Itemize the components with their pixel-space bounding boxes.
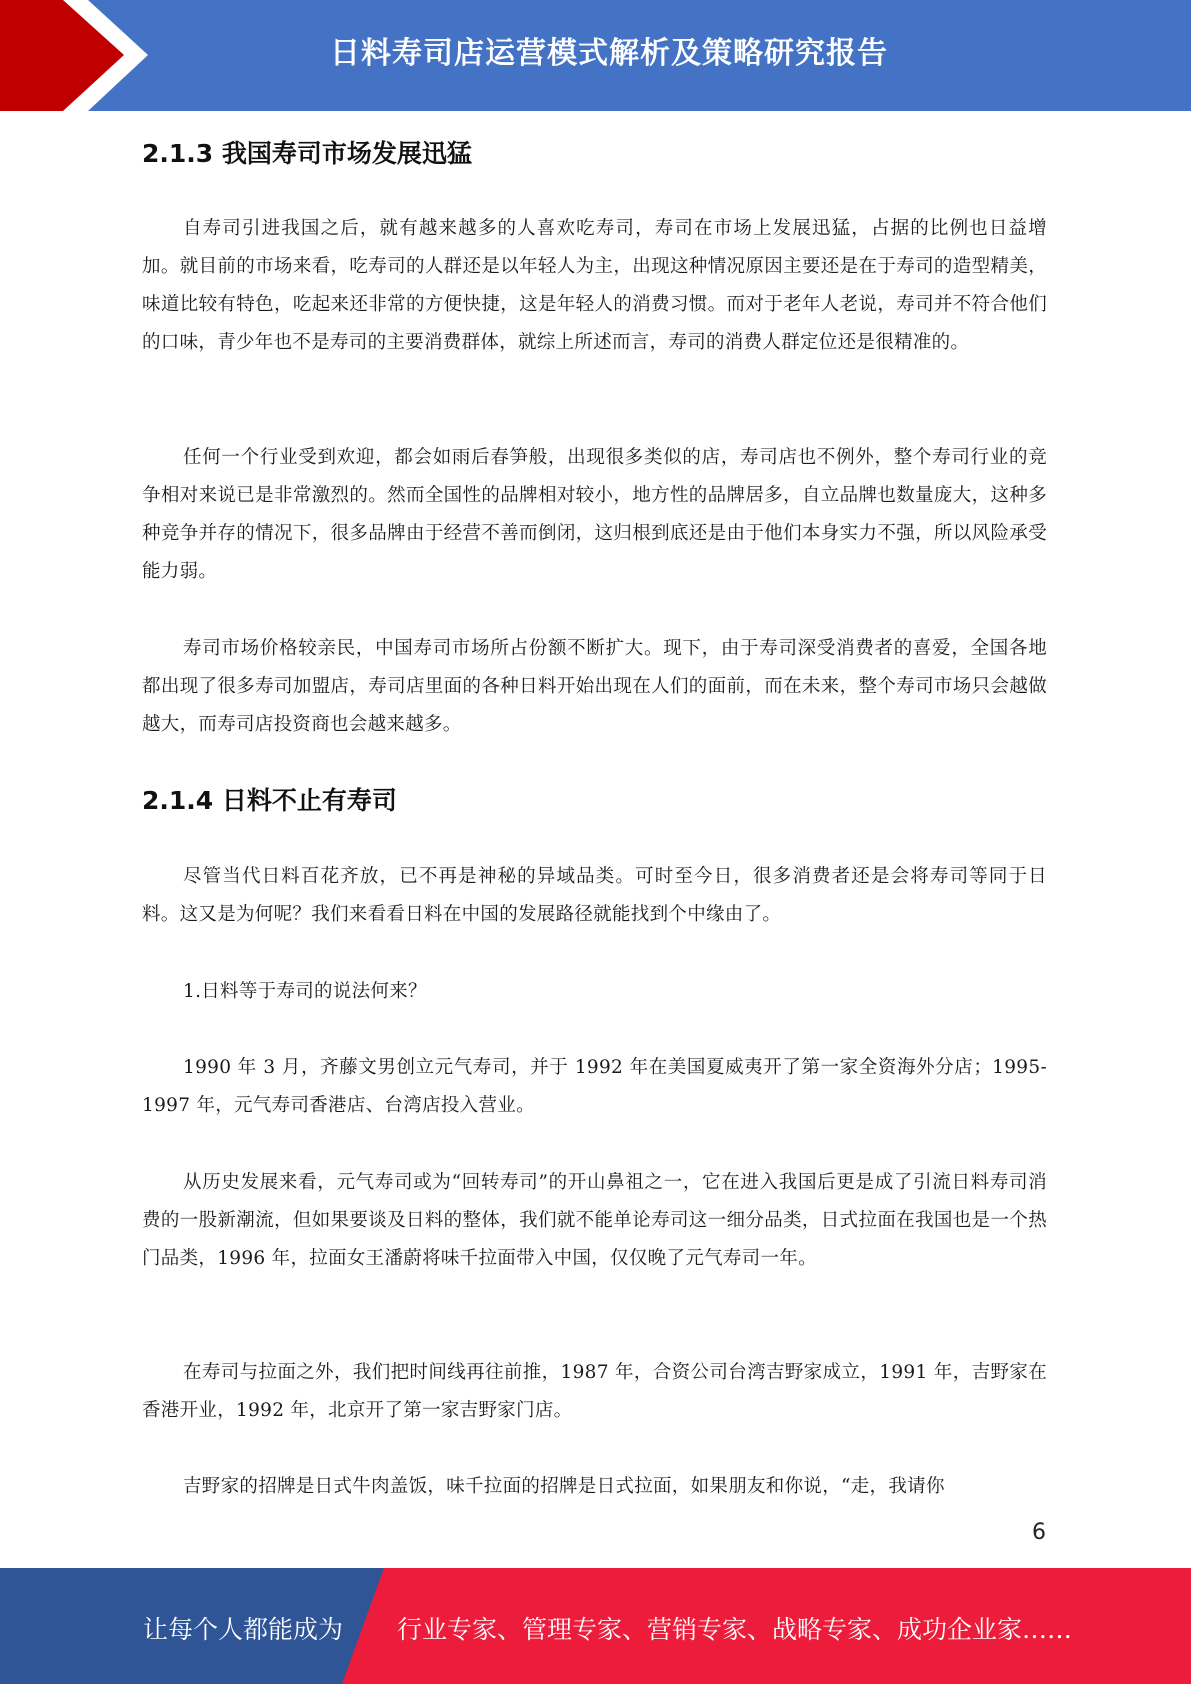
paragraph: 在寿司与拉面之外，我们把时间线再往前推，1987 年，合资公司台湾吉野家成立，1991 年，吉野家在香港开业，1992 年，北京开了第一家吉野家门店。 — [142, 1362, 1047, 1421]
footer-slogan-left: 让每个人都能成为 — [143, 1615, 344, 1644]
report-title: 日料寿司店运营模式解析及策略研究报告 — [330, 36, 888, 71]
paragraph: 自寿司引进我国之后，就有越来越多的人喜欢吃寿司，寿司在市场上发展迅猛，占据的比例也日益增加。就目前的市场来看，吃寿司的人群还是以年轻人为主，出现这种情况原因主要还是在于寿司的造型精美，味道比较有特色，吃起来还非常的方便快捷，这是年轻人的消费习惯。而对于老年人老说，寿司并不符合他们的口味，青少年也不是寿司的主要消费群体，就综上所述而言，寿司的消费人群定位还是很精准的。 — [142, 218, 1047, 353]
footer-slogan-right: 行业专家、管理专家、营销专家、战略专家、成功企业家…… — [397, 1615, 1073, 1644]
page-footer — [0, 1568, 1191, 1684]
paragraph: 尽管当代日料百花齐放，已不再是神秘的异域品类。可时至今日，很多消费者还是会将寿司等同于日料。这又是为何呢？我们来看看日料在中国的发展路径就能找到个中缘由了。 — [142, 866, 1047, 925]
paragraph: 1990 年 3 月，齐藤文男创立元气寿司，并于 1992 年在美国夏威夷开了第一家全资海外分店；1995-1997 年，元气寿司香港店、台湾店投入营业。 — [142, 1057, 1047, 1116]
paragraph: 任何一个行业受到欢迎，都会如雨后春笋般，出现很多类似的店，寿司店也不例外，整个寿司行业的竞争相对来说已是非常激烈的。然而全国性的品牌相对较小，地方性的品牌居多，自立品牌也数量庞大，这种多种竞争并存的情况下，很多品牌由于经营不善而倒闭，这归根到底还是由于他们本身实力不强，所以风险承受能力弱。 — [142, 447, 1047, 582]
paragraph: 从历史发展来看，元气寿司或为“回转寿司”的开山鼻祖之一，它在进入我国后更是成了引流日料寿司消费的一股新潮流，但如果要谈及日料的整体，我们就不能单论寿司这一细分品类，日式拉面在我国也是一个热门品类，1996 年，拉面女王潘蔚将味千拉面带入中国，仅仅晚了元气寿司一年。 — [142, 1172, 1047, 1269]
paragraph: 吉野家的招牌是日式牛肉盖饭，味千拉面的招牌是日式拉面，如果朋友和你说，“走，我请你 — [183, 1476, 945, 1497]
section-heading-2-1-4: 2.1.4 日料不止有寿司 — [142, 786, 397, 815]
page-header — [0, 0, 1191, 111]
red-arrow-graphic — [0, 0, 160, 111]
page-number: 6 — [1032, 1520, 1046, 1545]
paragraph: 寿司市场价格较亲民，中国寿司市场所占份额不断扩大。现下，由于寿司深受消费者的喜爱，全国各地都出现了很多寿司加盟店，寿司店里面的各种日料开始出现在人们的面前，而在未来，整个寿司市场只会越做越大，而寿司店投资商也会越来越多。 — [142, 638, 1047, 735]
list-item-heading: 1.日料等于寿司的说法何来？ — [183, 981, 427, 1002]
section-heading-2-1-3: 2.1.3 我国寿司市场发展迅猛 — [142, 139, 472, 168]
